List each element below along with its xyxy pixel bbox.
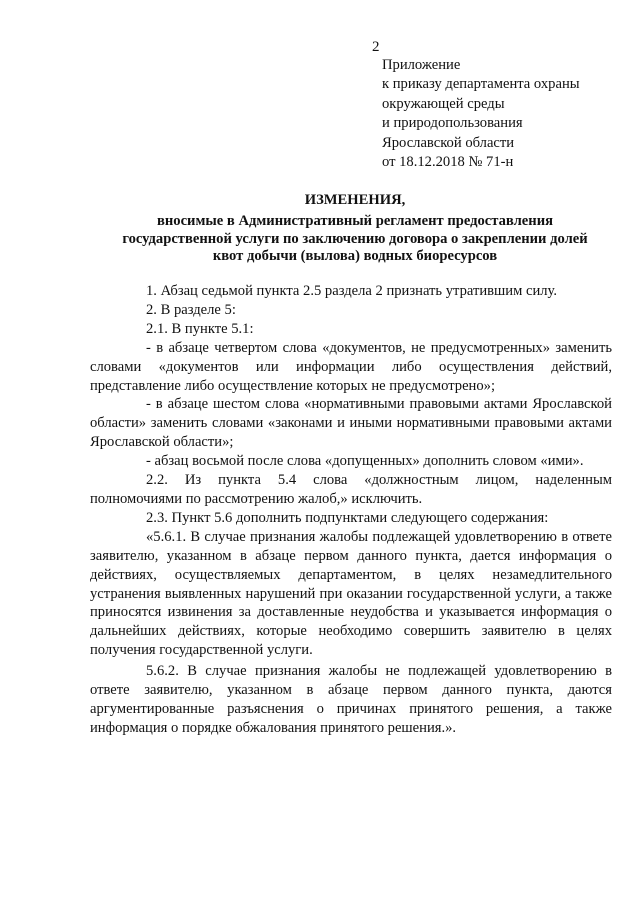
paragraph-2-1-item-a: - в абзаце четвертом слова «документов, не предусмотренных» заменить словами «документов или информации либо осуществления действий, представление либо осуществление которых не предусмотрено»;	[90, 339, 612, 394]
paragraph-2-1: 2.1. В пункте 5.1:	[146, 320, 254, 337]
appendix-line: Приложение	[382, 57, 461, 73]
title-subtitle-line: государственной услуги по заключению договора о закреплении долей	[122, 230, 588, 247]
paragraph-2: 2. В разделе 5:	[146, 301, 236, 318]
appendix-line: Ярославской области	[382, 134, 515, 151]
page-number: 2	[372, 39, 380, 55]
appendix-block	[382, 56, 622, 172]
paragraph-5-6-2: 5.6.2. В случае признания жалобы не подлежащей удовлетворению в ответе заявителю, указанном в абзаце первом данного пункта, даются аргументированные разъяснения о причинах принятого решения, а также информация о порядке обжалования принятого решения.».	[90, 663, 612, 736]
paragraph-2-2: 2.2. Из пункта 5.4 слова «должностным лицом, наделенным полномочиями по рассмотрению жалоб,» исключить.	[90, 472, 612, 507]
document-title	[90, 192, 620, 266]
paragraph-2-1-item-b: - в абзаце шестом слова «нормативными правовыми актами Ярославской области» заменить словами «законами и иными нормативными правовыми актами Ярославской области»;	[90, 396, 612, 451]
title-main: ИЗМЕНЕНИЯ,	[304, 192, 406, 208]
document-body	[90, 282, 612, 738]
paragraph-2-1-item-c: - абзац восьмой после слова «допущенных» дополнить словом «ими».	[146, 453, 584, 470]
paragraph-5-6-1: «5.6.1. В случае признания жалобы подлежащей удовлетворению в ответе заявителю, указанном в абзаце первом данного пункта, дается информация о действиях, осуществляемых департаментом, в целях незамедлительного устранения выявленных нарушений при оказании государственной услуги, а также приносятся извинения за доставленные неудобства и указывается информация о дальнейших действиях, которые необходимо совершить заявителю в целях получения государственной услуги.	[90, 528, 612, 659]
paragraph-1: 1. Абзац седьмой пункта 2.5 раздела 2 признать утратившим силу.	[146, 283, 558, 299]
appendix-line: окружающей среды	[382, 95, 505, 112]
title-subtitle-line: квот добычи (вылова) водных биоресурсов	[212, 248, 498, 265]
appendix-line: от 18.12.2018 № 71-н	[382, 154, 514, 171]
title-subtitle-line: вносимые в Административный регламент предоставления	[156, 212, 553, 229]
appendix-line: и природопользования	[382, 115, 523, 132]
appendix-line: к приказу департамента охраны	[382, 76, 580, 93]
paragraph-2-3: 2.3. Пункт 5.6 дополнить подпунктами следующего содержания:	[146, 509, 549, 526]
